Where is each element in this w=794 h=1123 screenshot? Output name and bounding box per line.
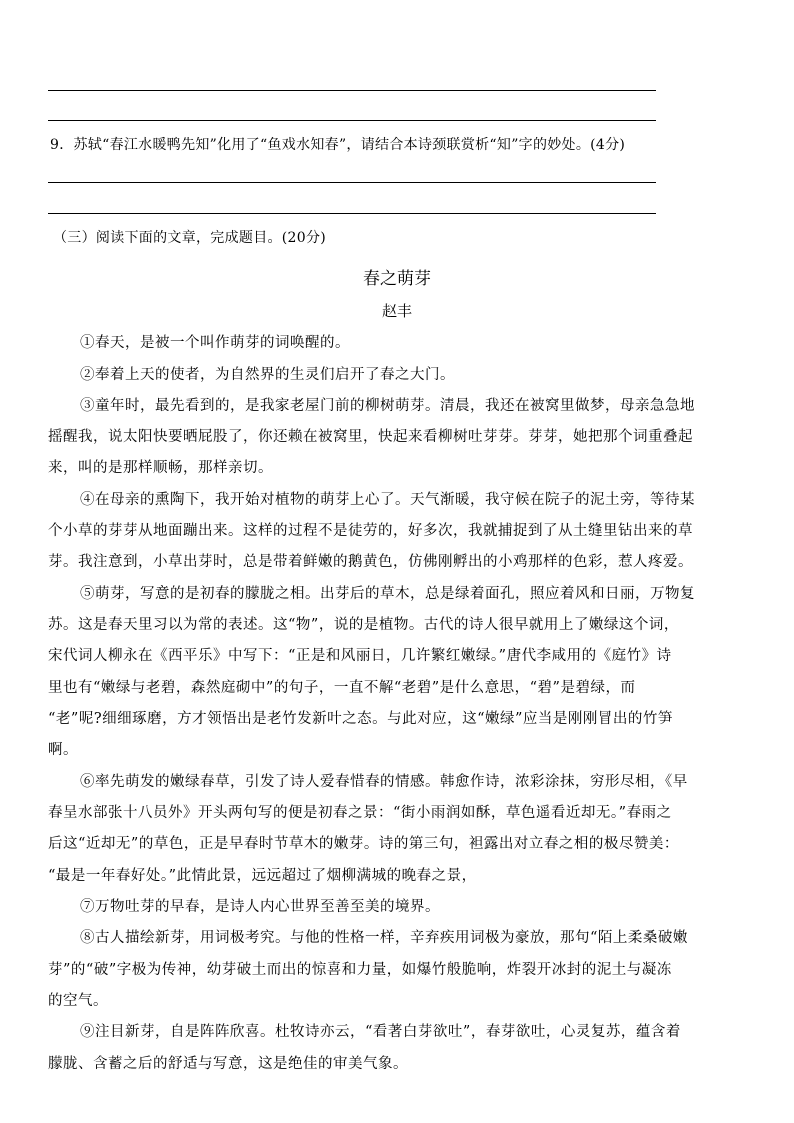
text-line: ②奉着上天的使者，为自然界的生灵们启开了春之大门。 (80, 367, 455, 383)
answer-line (48, 90, 656, 91)
text-line: 苏。这是春天里习以为常的表述。这“物”，说的是植物。古代的诗人很早就用上了嫩绿这个词， (48, 617, 679, 633)
text-line: ④在母亲的熏陶下，我开始对植物的萌芽上心了。天气渐暖，我守候在院子的泥土旁，等待某 (80, 492, 695, 508)
text-line: 宋代词人柳永在《西平乐》中写下：“正是和风丽日，几许繁红嫩绿。”唐代李咸用的《庭竹》诗 (48, 648, 672, 664)
text-line: ⑨注目新芽，自是阵阵欣喜。杜牧诗亦云，“看著白芽欲吐”，春芽欲吐，心灵复苏，蕴含着 (80, 1024, 681, 1040)
text-line: 里也有“嫩绿与老碧，森然庭砌中”的句子，一直不解“老碧”是什么意思，“碧”是碧绿，而 (48, 680, 636, 696)
text-line: ⑧古人描绘新芽，用词极考究。与他的性格一样，辛弃疾用词极为豪放，那句“陌上柔桑破嫩 (80, 930, 688, 946)
text-line: 朦胧、含蓄之后的舒适与写意，这是绝佳的审美气象。 (48, 1056, 408, 1072)
answer-line (48, 213, 656, 214)
answer-line (48, 120, 656, 121)
question-9: 9．苏轼“春江水暖鸭先知”化用了“鱼戏水知春”，请结合本诗颈联赏析“知”字的妙处。(4分) (50, 137, 626, 153)
text-line: ⑤萌芽，写意的是初春的朦胧之相。出芽后的草木，总是绿着面孔，照应着风和日丽，万物复 (80, 586, 695, 602)
article-title: 春之萌芽 (363, 269, 431, 289)
section-heading: （三）阅读下面的文章，完成题目。(20分) (53, 230, 327, 246)
text-line: “老”呢?细细琢磨，方才领悟出是老竹发新叶之态。与此对应，这“嫩绿”应当是刚刚冒出的竹笋 (48, 711, 673, 727)
text-line: ⑥率先萌发的嫩绿春草，引发了诗人爱春惜春的情感。韩愈作诗，浓彩涂抹，穷形尽相，《早 (80, 774, 688, 790)
text-line: 后这“近却无”的草色，正是早春时节草木的嫩芽。诗的第三句，袒露出对立春之相的极尽赞美： (48, 836, 679, 852)
text-line: ①春天，是被一个叫作萌芽的词唤醒的。 (80, 335, 350, 351)
text-line: “最是一年春好处。”此情此景，远远超过了烟柳满城的晚春之景， (48, 868, 477, 884)
text-line: 芽。我注意到，小草出芽时，总是带着鲜嫩的鹅黄色，仿佛刚孵出的小鸡那样的色彩，惹人疼爱。 (48, 554, 693, 570)
text-line: 春呈水部张十八员外》开头两句写的便是初春之景：“街小雨润如酥，草色遥看近却无。”春雨之 (48, 805, 672, 821)
text-line: 摇醒我，说太阳快要晒屁股了，你还赖在被窝里，快起来看柳树吐芽芽。芽芽，她把那个词重叠起 (48, 429, 693, 445)
text-line: 的空气。 (48, 993, 108, 1009)
text-line: 来，叫的是那样顺畅，那样亲切。 (48, 460, 273, 476)
text-line: 芽”的“破”字极为传神，幼芽破土而出的惊喜和力量，如爆竹般脆响，炸裂开冰封的泥土与凝冻 (48, 962, 672, 978)
text-line: ③童年时，最先看到的，是我家老屋门前的柳树萌芽。清晨，我还在被窝里做梦，母亲急急地 (80, 398, 695, 414)
answer-line (48, 182, 656, 183)
text-line: 啊。 (48, 742, 78, 758)
text-line: ⑦万物吐芽的早春，是诗人内心世界至善至美的境界。 (80, 899, 440, 915)
text-line: 个小草的芽芽从地面蹦出来。这样的过程不是徒劳的，好多次，我就捕捉到了从土缝里钻出来的草 (48, 523, 693, 539)
article-author: 赵丰 (381, 302, 412, 320)
